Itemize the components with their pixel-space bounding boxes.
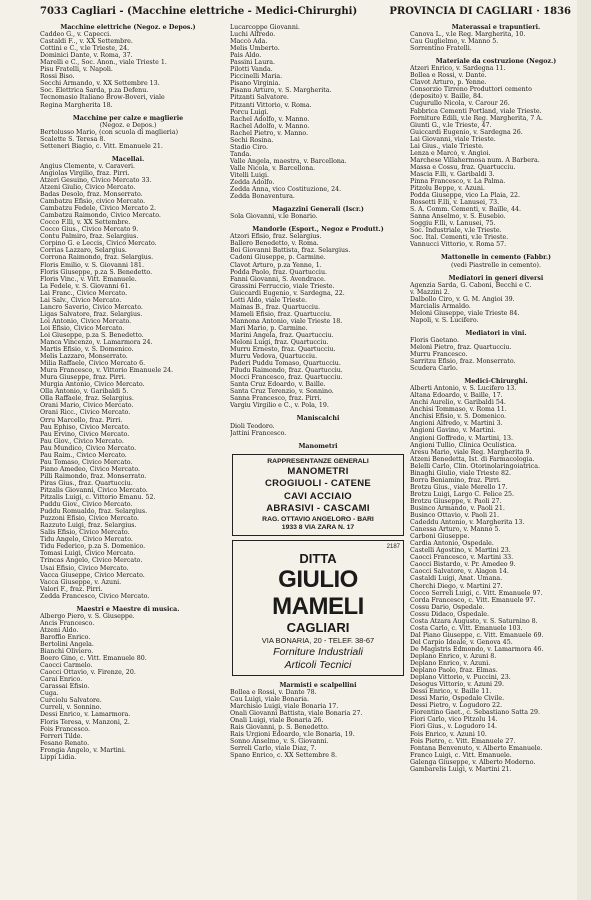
- directory-entry: Pitzalis Luigi, c. Vittorio Emanu. 52.: [40, 494, 156, 502]
- directory-entry: Dessi Enrico, v. Lamarmora.: [40, 711, 131, 719]
- directory-entry: Scalette S. Teresa 8.: [40, 135, 106, 143]
- section-subheading: (vedi Piastrelle in cemento).: [451, 261, 541, 269]
- directory-entry: Soc. Elettrica Sarda, p.za Defenu.: [40, 87, 149, 95]
- section-heading: Maestri e Maestre di musica.: [76, 605, 180, 613]
- directory-entry: Fois Enrico, v. Azuni 10.: [410, 730, 487, 738]
- directory-entry: Aresu Mario, viale Reg. Margherita 9.: [410, 448, 532, 456]
- directory-entry: Angioni Goffredo, v. Martini, 13.: [410, 434, 514, 442]
- ad-line: 2187: [386, 543, 400, 550]
- directory-entry: Sorrentino Fratelli.: [410, 45, 472, 53]
- directory-entry: Cardia Antonio, Ospedale.: [410, 540, 494, 548]
- directory-entry: Baroffio Enrico.: [40, 633, 91, 641]
- directory-entry: Fiori Gius., v. Logudoro 14.: [410, 723, 498, 731]
- directory-entry: Cuga.: [40, 690, 59, 698]
- section-heading: Mediatori in generi diversi: [448, 274, 544, 282]
- directory-entry: Jattini Francesco.: [230, 429, 287, 437]
- section-heading: Mandorle (Esport., Negoz e Produtt.): [252, 226, 384, 234]
- directory-entry: Floris Teresa, v. Manzoni, 2.: [40, 718, 130, 726]
- directory-entry: Mameli Efisio, fraz. Quartucciu.: [230, 310, 332, 318]
- directory-entry: Costa Carlo, c. Vitt. Emanuele 103.: [410, 624, 523, 632]
- directory-entry: Materassai e trapuntieri.: [451, 24, 541, 31]
- directory-entry: Clavot Arturo, p. Yenne.: [410, 79, 487, 87]
- directory-entry: Angioni Tullio, Clinica Oculistica.: [410, 441, 517, 449]
- directory-entry: Usai Efisio, Civico Mercato.: [40, 564, 129, 572]
- directory-entry: Paderi Puddu Tomaso, Quartucciu.: [230, 360, 341, 368]
- directory-entry: Boi Giovanni Battista, fraz. Selargius.: [230, 247, 351, 255]
- directory-entry: Spano Enrico, c. XX Settembre 8.: [230, 752, 338, 760]
- directory-entry: Meloni Luigi, fraz. Quartucciu.: [230, 339, 329, 347]
- directory-entry: Desogus Vittorio, v. Azuni 29.: [410, 681, 505, 689]
- directory-entry: Carboni Giuseppe.: [410, 533, 470, 541]
- directory-entry: Cossu Dario, Ospedale.: [410, 603, 485, 611]
- directory-entry: Olla Antonio, v. Garibaldi 5.: [40, 388, 129, 396]
- directory-entry: Atzeni Aldo.: [40, 626, 79, 634]
- section-heading: Mediatori in vini.: [465, 329, 527, 337]
- directory-entry: Fois Francesco.: [40, 725, 90, 733]
- directory-entry: Albergo Piero, v. S. Giuseppe.: [40, 612, 135, 620]
- directory-entry: Caocci Salvatore, v. Alagon 14.: [410, 568, 509, 576]
- directory-entry: Tecnomasio Italiano Brow-Boveri, viale: [40, 94, 165, 102]
- advertisement-angeloro: [232, 454, 404, 536]
- directory-entry: Angiolas Virgilio, fraz. Pirri.: [40, 169, 130, 177]
- directory-entry: Corrias Lazzaro, Selargius.: [40, 247, 127, 255]
- directory-entry: Bianchi Oliviero.: [40, 648, 94, 656]
- directory-entry: Dalbollo Ciro, v. G. M. Angioi 39.: [410, 295, 515, 303]
- directory-entry: Pau Ervino, Civico Mercato.: [40, 430, 130, 438]
- directory-entry: Cugurullo Nicola, v. Carour 26.: [410, 100, 510, 108]
- ad-line: VIA BONARIA, 20 - TELEF. 38-67: [261, 635, 375, 645]
- directory-entry: Trincas Angelo, Civico Mercato.: [40, 557, 143, 565]
- directory-entry: Mainas B., fraz. Quartucciu.: [230, 303, 320, 311]
- directory-entry: Marini Angela, fraz. Quartucciu.: [230, 331, 334, 339]
- directory-entry: Cossu Didaco, Ospedale.: [410, 610, 489, 618]
- directory-entry: Curreli, v. Sonnino.: [40, 704, 102, 712]
- directory-entry: Tidu Federico, p.za S. Domenico.: [40, 543, 146, 551]
- directory-entry: Corrona Raimondo, fraz. Selargius.: [40, 254, 154, 262]
- directory-entry: Rachel Adolfo, v. Manno.: [230, 122, 310, 130]
- directory-entry: Piccinelli Maria.: [230, 73, 283, 81]
- directory-entry: Frongia Angelo, v. Martini.: [40, 746, 126, 754]
- ad-line: MANOMETRI: [287, 465, 349, 477]
- directory-entry: Galenga Giuseppe, v. Alberto Moderno.: [410, 758, 536, 766]
- directory-entry: Cadoni Giuseppe, p. Carmine.: [230, 254, 326, 262]
- directory-entry: Corpino G. e Leccis, Civico Mercato.: [40, 240, 157, 248]
- directory-entry: Napoli, v. S. Lucifero.: [410, 316, 479, 324]
- directory-entry: Piras Gius., fraz. Quartucciu.: [40, 479, 133, 487]
- directory-entry: Puzzoni Efisio, Civico Mercato.: [40, 515, 140, 523]
- directory-entry: Sonno Anselmo, v. S. Giovanni.: [230, 738, 329, 746]
- directory-entry: Marcialis Armaldo.: [410, 302, 471, 310]
- directory-entry: Anchisi Efisio, v. S. Domenico.: [410, 413, 507, 421]
- directory-entry: Bertolini Angela.: [40, 640, 94, 648]
- directory-entry: Macchine elettriche (Negoz. e Depos.): [60, 24, 196, 31]
- directory-entry: Puddu Romualdo, fraz. Selargius.: [40, 508, 148, 516]
- ad-line: GIULIO MAMELI: [272, 565, 364, 620]
- directory-entry: Canova L., v.le Reg. Margherita, 10.: [410, 31, 526, 39]
- directory-entry: Sanna Francesco, fraz. Pirri.: [230, 395, 322, 403]
- directory-entry: Brotzu Luigi, Largo C. Felice 25.: [410, 490, 515, 498]
- column-1: [40, 24, 216, 896]
- directory-entry: Murru Ernesto, fraz. Quartucciu.: [230, 346, 336, 354]
- directory-entry: Martis Efisio, v. S. Domenico.: [40, 346, 134, 354]
- directory-entry: Santa Cruz Terenzio, v. Sonnino.: [230, 388, 334, 396]
- directory-entry: Santa Cruz Edoardo, v. Baille.: [230, 381, 326, 389]
- directory-entry: Rachel Adolfo, v. Manno.: [230, 115, 310, 123]
- section-heading: Macellai.: [111, 155, 145, 163]
- section-heading: Marmisti e scalpellini: [279, 681, 357, 689]
- directory-entry: Anchisi Tommaso, v. Roma 11.: [410, 406, 507, 414]
- directory-entry: Ballero Benedetto, v. Roma.: [230, 240, 319, 248]
- directory-entry: Castaldi Luigi, Anat. Umana.: [410, 575, 503, 583]
- directory-entry: Sanna Anselmo, v. S. Eusebio.: [410, 213, 506, 221]
- directory-entry: Marchisio Luigi, viale Bonaria 17.: [230, 702, 339, 710]
- directory-entry: Atzeri Gesuino, Civico Mercato 33.: [40, 176, 152, 184]
- directory-entry: Vacca Giuseppe, v. Azuni.: [40, 578, 122, 586]
- directory-entry: Fesano Renato.: [40, 739, 90, 747]
- page-margin-strip: [577, 0, 591, 900]
- directory-entry: Lai Gius., viale Trieste.: [410, 142, 484, 150]
- directory-entry: Razzuto Luigi, fraz. Selargius.: [40, 522, 137, 530]
- directory-entry: Pau Ephiso, Civico Mercato.: [40, 423, 130, 431]
- directory-entry: Orru Marcello, fraz. Pirri.: [40, 416, 123, 424]
- directory-entry: Podda Paolo, fraz. Quartucciu.: [230, 268, 328, 276]
- directory-entry: Fanni Giovanni, S. Avendrace.: [230, 275, 326, 283]
- directory-entry: Soggiu F.lli, v. Lanusei, 75.: [410, 220, 496, 228]
- directory-entry: Dioli Teodoro.: [230, 422, 275, 430]
- directory-entry: Lancro Saverio, Civico Mercato.: [40, 303, 143, 311]
- directory-entry: Caocci Ottavio, v. Firenze, 20.: [40, 669, 136, 677]
- directory-entry: Soc. Industriale, v.le Trieste.: [410, 227, 502, 235]
- section-heading: Medici-Chirurghi.: [464, 378, 528, 386]
- directory-entry: Curciolu Salvatore.: [40, 697, 102, 705]
- section-heading: Maniscalchi: [296, 415, 340, 423]
- directory-entry: Castelli Agostino, v. Martini 23.: [410, 547, 511, 555]
- directory-entry: Grassini Ferruccio, viale Trieste.: [230, 282, 335, 290]
- directory-entry: Cambatzu Raimondo, Civico Mercato.: [40, 212, 161, 220]
- directory-entry: Fiorentino Gaet., c. Sebastiano Satta 29.: [410, 709, 541, 717]
- directory-entry: Pitzanti Vittorio, v. Roma.: [230, 101, 312, 109]
- directory-entry: Alberti Antonio, v. S. Lucifero 13.: [410, 385, 517, 393]
- directory-entry: Mura Francesco, v. Vittorio Emanuele 24.: [40, 367, 174, 375]
- directory-entry: Tomasi Luigi, Civico Mercato.: [40, 550, 136, 558]
- directory-entry: Angius Clemente, v. Caraveri.: [40, 162, 135, 170]
- directory-entry: Atzori Efisio, fraz. Selargius.: [230, 233, 322, 241]
- directory-entry: Mari Mario, p. Carmine.: [230, 324, 308, 332]
- directory-entry: Melis Lazzaro, Monserrato.: [40, 353, 128, 361]
- directory-entry: Cocco F.lli, v. XX Settembre.: [40, 219, 131, 227]
- directory-entry: Bertolusso Mario, (con scuola di maglieria): [40, 128, 179, 136]
- directory-entry: Costa Atzara Augusto, v. S. Saturnino 8.: [410, 617, 538, 625]
- ad-line: ABRASIVI - CASCAMI: [266, 503, 370, 515]
- directory-entry: Vitelli Luigi.: [230, 171, 270, 179]
- ad-line: RAPPRESENTANZE GENERALI: [267, 457, 369, 465]
- directory-entry: Piludu Raimondo, fraz. Quartucciu.: [230, 367, 343, 375]
- directory-entry: Salis Efisio, Civico Mercato.: [40, 529, 130, 537]
- directory-entry: Lai Giovanni, viale Trieste.: [410, 135, 496, 143]
- directory-entry: Pau Raim., Civico Mercato.: [40, 451, 127, 459]
- directory-entry: Stadio Ciro.: [230, 143, 268, 151]
- directory-entry: Deplano Enrico, v. Azuni 8.: [410, 652, 497, 660]
- directory-entry: Bollea e Rossi, v. Dante.: [410, 72, 487, 80]
- page-header: [40, 6, 571, 22]
- directory-entry: Cau Luigi, viale Bonaria.: [230, 695, 310, 703]
- directory-entry: Serreli Carlo, viale Diaz, 7.: [230, 745, 317, 753]
- directory-entry: Orani Mario, Civico Mercato.: [40, 402, 134, 410]
- ad-line: Forniture Industriali: [273, 645, 363, 658]
- directory-entry: Vannucci Vittorio, v. Roma 57.: [410, 241, 507, 249]
- directory-entry: Pitzanti Salvatore.: [230, 94, 289, 102]
- directory-entry: Pilotti Vanda.: [230, 66, 273, 74]
- directory-entry: Lippi Lidia.: [40, 753, 77, 761]
- directory-entry: Zedda Anna, vico Costituzione, 24.: [230, 186, 342, 194]
- directory-entry: Porcu Luigi.: [230, 108, 269, 116]
- directory-entry: Consorzio Tirreno Produttori cemento: [410, 86, 532, 94]
- directory-entry: De Magistris Edmondo, v. Lamarmora 46.: [410, 645, 544, 653]
- directory-entry: Zedda Bonaventura.: [230, 193, 295, 201]
- directory-entry: Lotti Aldo, viale Trieste.: [230, 296, 307, 304]
- directory-entry: Brotzu Gius., viale Merello 17.: [410, 483, 508, 491]
- directory-entry: Rais Urgioni Edoardo, v.le Bonaria, 19.: [230, 731, 355, 739]
- directory-entry: Puddu Giov., Civico Mercato.: [40, 501, 133, 509]
- directory-entry: Gambarelis Luigi, v. Martini 21.: [410, 765, 512, 773]
- directory-entry: Olla Raffaele, fraz. Selargius.: [40, 395, 134, 403]
- ad-line: 1933 8 VIA ZARA N. 17: [281, 523, 355, 531]
- directory-entry: Pilli Raimondo, fraz. Monserrato.: [40, 472, 147, 480]
- directory-entry: Franco Luigi, c. Vitt. Emanuele.: [410, 751, 512, 759]
- directory-entry: Floris Vinc., v. Vitt. Emanuele.: [40, 275, 137, 283]
- directory-entry: Pisanu Arturo, v. S. Margherita.: [230, 87, 332, 95]
- directory-entry: Ligas Salvatore, fraz. Selargius.: [40, 310, 143, 318]
- directory-entry: Pau Mundico, Civico Mercato.: [40, 444, 137, 452]
- directory-entry: Secchi Armando, v. XX Settembre 13.: [40, 80, 160, 88]
- directory-entry: Caddeo G., v. Capecci.: [40, 31, 112, 39]
- directory-entry: Fois Pietro, c. Vitt. Emanuele 27.: [410, 737, 516, 745]
- directory-entry: Cherchi Diego, v. Martini 27.: [410, 582, 503, 590]
- directory-entry: Cadeddu Antonio, v. Margherita 13.: [410, 519, 525, 527]
- directory-entry: Sechi Rosina.: [230, 136, 274, 144]
- directory-entry: Guiccardi Eugenio, v. Sardegna 26.: [410, 128, 523, 136]
- directory-entry: Agenzia Sarda, G. Caboni, Becchi e C.: [410, 281, 532, 289]
- directory-entry: Floris Emilio, v. S. Giovanni 181.: [40, 261, 145, 269]
- directory-entry: Rossetti F.lli, v. Lanusei, 73.: [410, 199, 500, 207]
- section-heading: Macchine per calze e maglierie: [72, 114, 184, 122]
- directory-entry: Angioni Alfredo, v. Martini 3.: [410, 420, 503, 428]
- directory-entry: Lai Franc., Civico Mercato.: [40, 289, 128, 297]
- section-subheading: (Negoz. e Depos.): [99, 121, 157, 129]
- directory-entry: Atzeni Giulio, Civico Mercato.: [40, 183, 136, 191]
- directory-entry: Cambatzu Efisio, civico Mercato.: [40, 198, 146, 206]
- directory-entry: Pais Aldo.: [230, 52, 262, 60]
- directory-entry: Vacca Giuseppe, Civico Mercato.: [40, 571, 145, 579]
- directory-entry: Melonì Pietro, fraz. Quartucciu.: [410, 343, 512, 351]
- column-2: [230, 24, 406, 896]
- directory-entry: Maccò Ada.: [230, 38, 268, 46]
- directory-entry: Melis Umberto.: [230, 45, 280, 53]
- ad-line: CAVI ACCIAIO: [284, 490, 352, 502]
- directory-entry: Del Carpio Ideale, v. Genova 45.: [410, 638, 513, 646]
- directory-entry: Valori F., fraz. Pirri.: [40, 585, 103, 593]
- directory-entry: Floris Gaetano.: [410, 336, 459, 344]
- header-right: PROVINCIA DI CAGLIARI · 1836: [389, 6, 571, 17]
- directory-entry: Belelli Carlo, Clin. Otorinolaringoiatrica.: [410, 462, 541, 470]
- directory-entry: Cottini e C., v.le Trieste, 24.: [40, 45, 130, 53]
- directory-entry: Meloni Giuseppe, viale Trieste 84.: [410, 309, 520, 317]
- directory-entry: Carai Enrico.: [40, 676, 83, 684]
- directory-entry: Pisano Virginia.: [230, 80, 281, 88]
- directory-entry: Fontana Benvenuto, v. Alberto Emanuele.: [410, 744, 543, 752]
- directory-entry: Cambatzu Fedele, Civico Mercato 2.: [40, 205, 157, 213]
- directory-entry: Setteneri Biagio, c. Vitt. Emanuele 21.: [40, 142, 163, 150]
- directory-entry: Ancis Francesco.: [40, 619, 95, 627]
- directory-entry: Businco Armando, v. Paoli 21.: [410, 505, 505, 512]
- directory-entry: Badas Desolo, fraz. Monserrato.: [40, 191, 143, 199]
- directory-entry: Lucarcoppe Giovanni.: [230, 24, 300, 31]
- directory-entry: Canessa Arturo, v. Manno 5.: [410, 526, 501, 534]
- directory-entry: Tanda.: [230, 150, 252, 158]
- directory-entry: Orani Ricc., Civico Mercato.: [40, 409, 131, 417]
- directory-entry: Loi Efisio, Civico Mercato.: [40, 324, 125, 332]
- directory-entry: Sarritzu Efisio, fraz. Monserrato.: [410, 358, 516, 366]
- directory-entry: Dominici Dante, v. Roma, 37.: [40, 52, 133, 60]
- directory-entry: Zedda Francesco, Civico Mercato.: [40, 592, 150, 600]
- directory-entry: Contu Palmiro, fraz. Selargius.: [40, 233, 139, 241]
- directory-entry: Brotzu Giuseppe, v. Paoli 27.: [410, 497, 502, 505]
- section-heading: Mattonelle in cemento (Fabbr.): [440, 254, 552, 262]
- directory-entry: Rossi Biso.: [40, 73, 75, 81]
- directory-entry: Guiccardi Eugenio, v. Sardegna, 22.: [230, 289, 345, 297]
- directory-entry: Floris Giuseppe, p.za S. Benedetto.: [40, 268, 153, 276]
- directory-entry: Loi Antonio, Civico Mercato.: [40, 317, 132, 325]
- directory-entry: Murgia Antonio, Civico Mercato.: [40, 381, 145, 389]
- directory-entry: Rachel Pietro, v. Manno.: [230, 129, 309, 137]
- directory-entry: Podda Giuseppe, vico La Plaia, 22.: [410, 192, 521, 200]
- ad-line: DITTA: [299, 550, 337, 566]
- directory-entry: Forniture Edili, v.le Reg. Margherita, 7 A.: [410, 114, 543, 122]
- directory-entry: Marelli e C., Soc. Anon., viale Trieste 1.: [40, 59, 167, 67]
- directory-entry: Loi Giuseppe, p.za S. Benedetto.: [40, 331, 144, 339]
- directory-entry: Luchi Alfredo.: [230, 31, 276, 39]
- directory-entry: Zedda Adolfo.: [230, 179, 275, 187]
- directory-entry: Caocci Bistardo, v. Pr. Amedeo 9.: [410, 561, 516, 569]
- directory-entry: Sola Giovanni, v.le Bonario.: [230, 213, 318, 221]
- directory-entry: Valle Angela, maestra, v. Barcellona.: [230, 157, 347, 165]
- directory-entry: Soc. Ital. Cementi, v.le Trieste.: [410, 234, 509, 242]
- directory-entry: Milia Raffaele, Civico Mercato 6.: [40, 360, 146, 368]
- ad-line: CAGLIARI: [286, 619, 350, 635]
- directory-entry: Murru Vedova, Quartucciu.: [230, 353, 318, 361]
- directory-entry: Corda Francesco, c. Vitt. Emanuele 97.: [410, 596, 536, 604]
- directory-entry: Bollea e Rossi, v. Dante 78.: [230, 688, 317, 696]
- ad-line: RAG. OTTAVIO ANGELORO - BARI: [262, 515, 374, 523]
- directory-entry: Marchese Villahermosa num. A Barbera.: [410, 156, 540, 164]
- directory-entry: Fabbrica Cementi Portland, viale Trieste.: [410, 107, 542, 115]
- directory-entry: S. A. Comm. Cementi, v. Baille, 44.: [410, 206, 522, 214]
- directory-entry: Caocci Francesco, v. Martini 33.: [410, 554, 514, 562]
- directory-entry: Mura Giuseppe, fraz. Pirri.: [40, 374, 126, 382]
- directory-entry: Scudera Carlo.: [410, 365, 458, 373]
- directory-entry: Ferreri Tilde.: [40, 732, 83, 740]
- directory-entry: Lai Salv., Civico Mercato.: [40, 296, 122, 304]
- directory-entry: Giunti G., v.le Trieste, 47.: [410, 121, 492, 129]
- directory-entry: Regina Margherita 18.: [40, 101, 113, 109]
- directory-entry: Dessi Pietro, v. Logudoro 22.: [410, 702, 503, 710]
- directory-entry: Caocci Carmelo.: [40, 662, 93, 670]
- directory-entry: Onali Giovanni Battista, viale Bonaria 27.: [230, 709, 363, 717]
- directory-entry: Mannona Antonio, viale Trieste 18.: [230, 317, 343, 325]
- directory-entry: Onali Luigi, viale Bonaria 26.: [230, 716, 324, 724]
- directory-entry: Angioni Gavino, v. Martini.: [410, 427, 496, 435]
- directory-entry: Cau Guglielmo, v. Manno 5.: [410, 38, 499, 46]
- directory-entry: Piano Amedeo, Civico Mercato.: [40, 465, 141, 473]
- directory-entry: Deplano Enrico, v. Azuni.: [410, 660, 491, 668]
- directory-entry: Businco Ottavio, v. Paoli 21.: [410, 512, 500, 520]
- directory-entry: Altana Edoardo, v. Baille, 17.: [410, 392, 503, 400]
- directory-entry: Atzeni Benedetta, Ist. di Farmacologia.: [410, 455, 535, 463]
- directory-entry: Fiori Carlo, vico Pitzolu 14.: [410, 716, 498, 724]
- directory-entry: Pitzalis Giovanni, Civico Mercato.: [40, 487, 148, 494]
- section-heading: Manometri: [298, 442, 338, 450]
- directory-entry: Valle Nicola, v. Barcellona.: [230, 164, 316, 172]
- column-3: [410, 24, 582, 896]
- directory-entry: Deplano Paolo, fraz. Elmas.: [410, 667, 498, 675]
- section-heading: Materiale da costruzione (Negoz.): [435, 58, 557, 66]
- directory-entry: Borra Beniamino, fraz. Pirri.: [410, 476, 501, 484]
- directory-entry: Mocci Francesco, fraz. Quartucciu.: [230, 374, 343, 382]
- directory-entry: Deplano Vittorio, v. Puccini, 23.: [410, 674, 511, 682]
- directory-entry: Passini Laura.: [230, 59, 276, 67]
- ad-line: CROGIUOLI - CATENE: [264, 478, 372, 490]
- directory-entry: Pau Tomaso, Civico Mercato.: [40, 458, 133, 466]
- directory-entry: Anchi Aurelio, v. Garibaldi 54.: [410, 399, 506, 407]
- directory-entry: Dal Piano Giuseppe, c. Vitt. Emanuele 69.: [410, 631, 544, 639]
- directory-entry: Rais Giovanni, p. S. Benedetto.: [230, 724, 329, 731]
- directory-entry: Mascia F.lli, v. Garibaldi 3.: [410, 170, 495, 178]
- directory-entry: Castaldi F.., v. XX Settembre.: [40, 38, 133, 46]
- directory-entry: Pau Giov., Civico Mercato.: [40, 437, 124, 445]
- directory-entry: Manca Vincenzo, v. Lamarmora 24.: [40, 339, 153, 347]
- directory-entry: Clavot Arturo, p.za Yenne, 1.: [230, 261, 322, 269]
- advertisement-mameli: [232, 540, 404, 676]
- ad-line: Articoli Tecnici: [284, 658, 352, 671]
- section-heading: Magazzini Generali (Iscr.): [272, 206, 364, 214]
- directory-entry: Cocco Gius., Civico Mercato 9.: [40, 226, 139, 234]
- header-left: 7033 Cagliari - (Macchine elettriche - Medici-Chirurghi): [40, 6, 358, 17]
- directory-entry: La Fedele, v. S. Giovanni 61.: [40, 282, 131, 290]
- directory-entry: Cocco Serreli Luigi, c. Vitt. Emanuele 97.: [410, 589, 543, 597]
- directory-entry: Dessì Enrico, v. Baille 11.: [410, 688, 492, 696]
- directory-entry: Massa e Cossu, fraz. Quartucciu.: [410, 163, 516, 171]
- directory-entry: Vargiu Virgilio e C., v. Pola, 19.: [230, 402, 329, 410]
- directory-entry: Dessì Mario, Ospedale Civile.: [410, 695, 505, 703]
- directory-entry: Pitzolu Beppe, v. Azuni.: [410, 185, 485, 193]
- directory-entry: Tidu Angelo, Civico Mercato.: [40, 536, 133, 544]
- directory-entry: Pisu Fratelli, v. Napoli.: [40, 66, 113, 74]
- directory-entry: Carassai Efisio.: [40, 683, 90, 691]
- directory-entry: Atzeri Enrico, v. Sardegna 11.: [410, 65, 506, 73]
- directory-entry: Lenza e Marcò, v. Angioi.: [410, 149, 491, 157]
- directory-entry: Boero Gino, c. Vitt. Emanuele 80.: [40, 655, 147, 663]
- directory-entry: v. Mazzini 2.: [410, 288, 450, 296]
- directory-entry: Murru Francesco.: [410, 351, 468, 359]
- directory-entry: Pinna Francesco, v. La Palma.: [410, 177, 506, 185]
- directory-entry: Binaghi Giulio, viale Trieste 82.: [410, 469, 511, 477]
- directory-entry: (deposito) v. Baille, 84.: [410, 93, 484, 101]
